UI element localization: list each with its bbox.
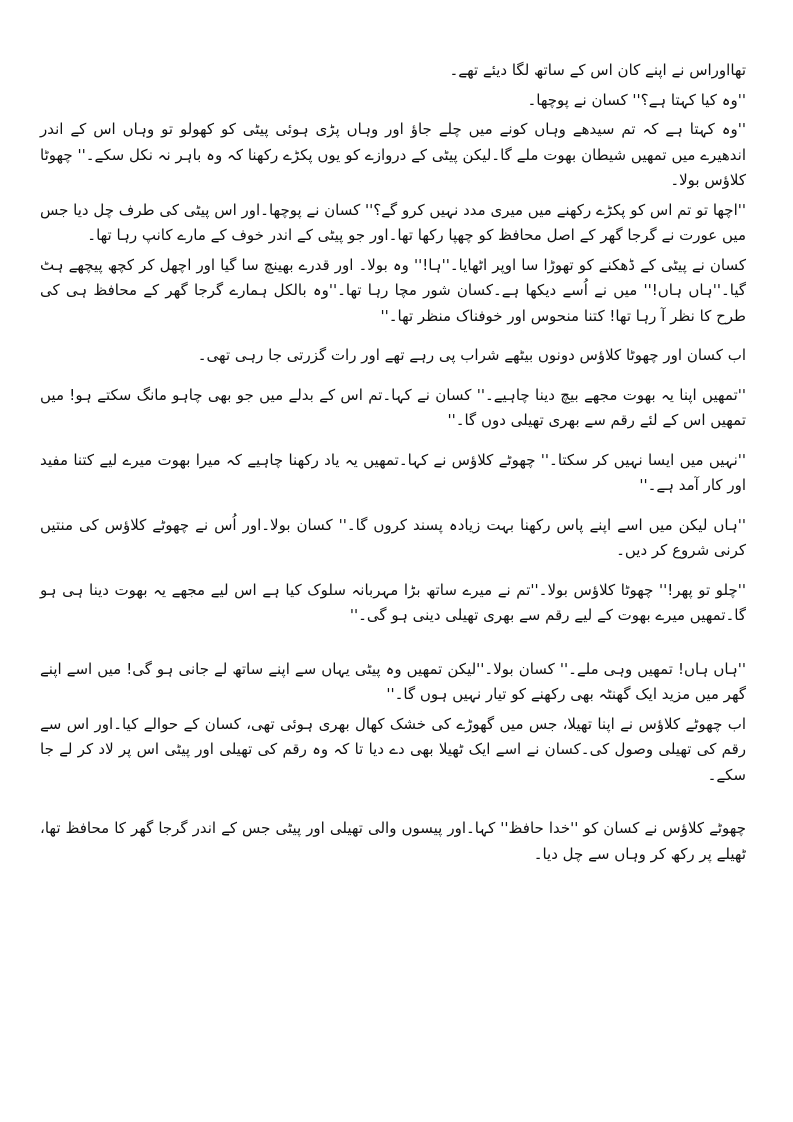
paragraph-8: ''نہیں میں ایسا نہیں کر سکتا۔'' چھوٹے کلاؤس نے کہا۔تمھیں یہ یاد رکھنا چاہیے کہ میرا بھوت میرے لیے کتنا مفید اور کار آمد ہے۔'' (40, 450, 746, 494)
paragraph-13: چھوٹے کلاؤس نے کسان کو ''خدا حافظ'' کہا۔اور پیسوں والی تھیلی اور پیٹی جس کے اندر گرجا گھر کا محافظ تھا، ٹھیلے پر رکھ کر وہاں سے چل دیا۔ (40, 819, 746, 863)
paragraph-2: ''وہ کیا کہتا ہے؟'' کسان نے پوچھا۔ (527, 90, 746, 109)
paragraph-9: ''ہاں لیکن میں اسے اپنے پاس رکھنا بہت زیادہ پسند کروں گا۔'' کسان بولا۔اور اُس نے چھوٹے کلاؤس کی منتیں کرنی شروع کر دیں۔ (40, 515, 746, 559)
document-body (40, 58, 746, 867)
paragraph-10: ''چلو تو پھر!'' چھوٹا کلاؤس بولا۔''تم نے میرے ساتھ بڑا مہربانہ سلوک کیا ہے اس لیے مجھے یہ بھوت دینا ہی ہو گا۔تمھیں میرے بھوت کے لیے رقم سے بھری تھیلی دینی ہو گی۔'' (40, 580, 746, 624)
paragraph-11: ''ہاں ہاں! تمھیں وہی ملے۔'' کسان بولا۔''لیکن تمھیں وہ پیٹی یہاں سے اپنے ساتھ لے جانی ہو گی! میں اسے اپنے گھر میں مزید ایک گھنٹہ بھی رکھنے کو تیار نہیں ہوں گا۔'' (40, 659, 746, 703)
paragraph-6: اب کسان اور چھوٹا کلاؤس دونوں بیٹھے شراب پی رہے تھے اور رات گزرتی جا رہی تھی۔ (197, 346, 746, 364)
paragraph-7: ''تمھیں اپنا یہ بھوت مجھے بیچ دینا چاہیے۔'' کسان نے کہا۔تم اس کے بدلے میں جو بھی چاہو مانگ سکتے ہو! میں تمھیں اس کے لئے رقم سے بھری تھیلی دوں گا۔'' (40, 385, 746, 429)
paragraph-12: اب چھوٹے کلاؤس نے اپنا تھیلا، جس میں گھوڑے کی خشک کھال بھری ہوئی تھی، کسان کے حوالے کیا۔اور اس سے رقم کی تھیلی وصول کی۔کسان نے اسے ایک ٹھیلا بھی دے دیا تا کہ وہ رقم کی تھیلی اور پیٹی اس پر لاد کر لے جا سکے۔ (40, 714, 746, 784)
paragraph-4: ''اچھا تو تم اس کو پکڑے رکھنے میں میری مدد نہیں کرو گے؟'' کسان نے پوچھا۔اور اس پیٹی کی طرف چل دیا جس میں عورت نے گرجا گھر کے اصل محافظ کو چھپا رکھا تھا۔اور جو پیٹی کے اندر خوف کے مارے کانپ رہا تھا۔ (40, 200, 746, 244)
paragraph-1: تھااوراس نے اپنے کان اس کے ساتھ لگا دیئے تھے۔ (449, 61, 746, 79)
paragraph-3: ''وہ کہتا ہے کہ تم سیدھے وہاں کونے میں چلے جاؤ اور وہاں پڑی ہوئی پیٹی کو کھولو تو وہاں اس کے اندر اندھیرے میں تمھیں شیطان بھوت ملے گا۔لیکن پیٹی کے دروازے کو یوں پکڑے رکھنا کہ وہ باہر نہ نکل سکے۔'' چھوٹا کلاؤس بولا۔ (40, 120, 746, 189)
paragraph-5: کسان نے پیٹی کے ڈھکنے کو تھوڑا سا اوپر اٹھایا۔''ہا!'' وہ بولا۔ اور قدرے بھینچ سا گیا اور اچھل کر کچھ پیچھے ہٹ گیا۔''ہاں ہاں!'' میں نے اُسے دیکھا ہے۔کسان شور مچا رہا تھا۔''وہ بالکل ہمارے گرجا گھر کے محافظ ہی کی طرح کا نظر آ رہا تھا! کتنا منحوس اور خوفناک منظر تھا۔'' (40, 255, 746, 325)
